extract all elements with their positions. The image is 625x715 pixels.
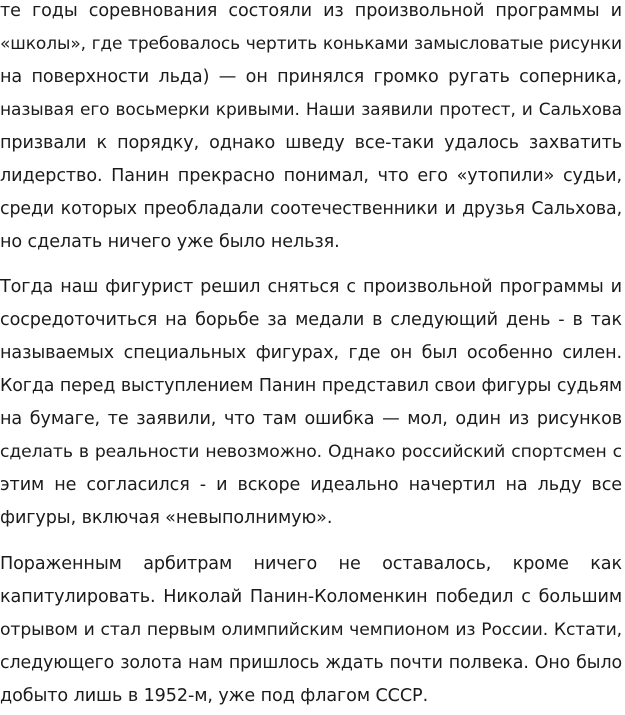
text-line: отрывом и стал первым олимпийским чемпионом из России. Кстати, xyxy=(0,620,622,640)
text-line: этим не согласился - и вскоре идеально начертил на льду все xyxy=(0,475,622,495)
text-line: «школы», где требовалось чертить коньками замысловатые рисунки xyxy=(0,34,622,54)
text-line: добыто лишь в 1952-м, уже под флагом СССР. xyxy=(0,686,429,706)
text-line: фигуры, включая «невыполнимую». xyxy=(0,508,333,528)
text-line: называя его восьмерки кривыми. Наши заявили протест, и Сальхова xyxy=(0,100,622,120)
text-line: лидерство. Панин прекрасно понимал, что его «утопили» судьи, xyxy=(0,166,622,186)
text-line: капитулировать. Николай Панин-Коломенкин победил с большим xyxy=(0,587,622,607)
text-line: Когда перед выступлением Панин представил свои фигуры судьям xyxy=(0,376,622,396)
text-line: среди которых преобладали соотечественники и друзья Сальхова, xyxy=(0,199,622,219)
text-line: те годы соревнования состояли из произвольной программы и xyxy=(0,1,622,21)
text-line: призвали к порядку, однако шведу все-таки удалось захватить xyxy=(0,133,622,153)
text-line: называемых специальных фигурах, где он был особенно силен. xyxy=(0,343,622,363)
text-line: Пораженным арбитрам ничего не оставалось, кроме как xyxy=(0,554,622,574)
text-line: на бумаге, те заявили, что там ошибка — мол, один из рисунков xyxy=(0,409,622,429)
text-line: следующего золота нам пришлось ждать почти полвека. Оно было xyxy=(0,653,622,673)
text-line: на поверхности льда) — он принялся громко ругать соперника, xyxy=(0,67,622,87)
text-line: сосредоточиться на борьбе за медали в следующий день - в так xyxy=(0,310,622,330)
text-line: сделать в реальности невозможно. Однако российский спортсмен с xyxy=(0,442,622,462)
text-line: Тогда наш фигурист решил сняться с произвольной программы и xyxy=(0,277,622,297)
text-line: но сделать ничего уже было нельзя. xyxy=(0,232,340,252)
